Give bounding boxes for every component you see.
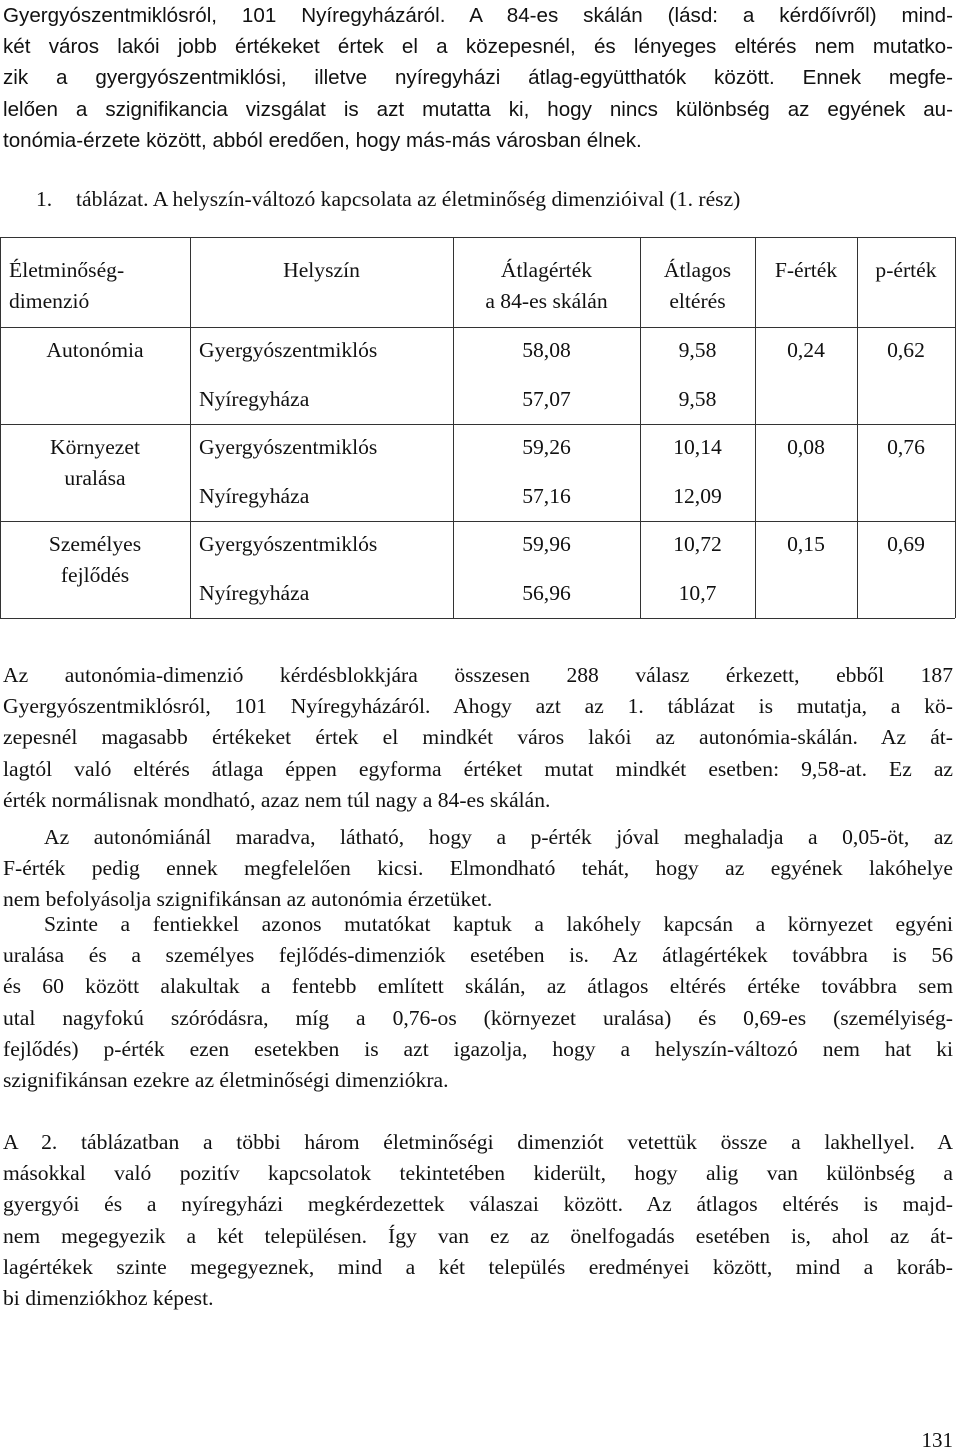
header-sd: eltérés	[669, 289, 726, 313]
location-cell: Nyíregyháza	[199, 483, 310, 508]
f-value-cell: 0,24	[787, 338, 825, 362]
header-location: Helyszín	[283, 258, 360, 282]
dimension-label: Környezet	[50, 435, 140, 459]
table-caption-number: 1.	[36, 187, 53, 211]
header-p-value: p-érték	[875, 258, 937, 282]
mean-cell: 57,16	[522, 483, 571, 508]
header-sd: Átlagos	[663, 258, 732, 282]
table-caption-text: táblázat. A helyszín-változó kapcsolata az életminőség dimenzióival (1. rész)	[76, 187, 741, 211]
f-value-cell: 0,15	[787, 532, 825, 556]
paragraph-line: gyergyói és a nyíregyházi megkérdezettek válaszai között. Az átlagos eltérés is majd-	[3, 1192, 953, 1217]
dimension-label: Autonómia	[46, 338, 144, 362]
intro-paragraph	[3, 0, 953, 156]
paragraph	[3, 822, 953, 916]
p-value-cell: 0,76	[887, 435, 925, 459]
paragraph-line: bi dimenziókhoz képest.	[3, 1285, 214, 1310]
paragraph-line: utal nagyfokú szóródásra, míg a 0,76-os (környezet uralása) és 0,69-es (személyiség-	[3, 1005, 953, 1030]
mean-cell: 58,08	[522, 338, 571, 362]
paragraph-line: másokkal való pozitív kapcsolatok tekintetében kiderült, hogy alig van különbség a	[3, 1161, 953, 1186]
location-cell: Nyíregyháza	[199, 580, 310, 605]
table-border	[0, 327, 955, 328]
table-border	[857, 237, 858, 618]
header-f-value: F-érték	[774, 258, 838, 282]
header-mean: a 84-es skálán	[485, 289, 608, 313]
paragraph-line: szignifikánsan ezekre az életminőségi dimenziókra.	[3, 1067, 449, 1092]
sd-cell: 9,58	[678, 338, 717, 362]
intro-line: Gyergyószentmiklósról, 101 Nyíregyházáról. A 84-es skálán (lásd: a kérdőívről) mind-	[3, 4, 953, 27]
header-dimension: Életminőség-	[9, 258, 125, 282]
intro-line: lelően a szignifikancia vizsgálat is azt mutatta ki, hogy nincs különbség az egyének au-	[3, 97, 953, 121]
table-border	[0, 424, 955, 425]
intro-line: zik a gyergyószentmiklósi, illetve nyíregyházi átlag-együtthatók között. Ennek megfe-	[3, 66, 953, 90]
sd-cell: 10,7	[678, 580, 717, 605]
sd-cell: 10,14	[673, 435, 722, 459]
table-border	[190, 237, 191, 618]
intro-line: két város lakói jobb értékeket értek el a közepesnél, és lényeges eltérés nem mutatko-	[3, 35, 953, 59]
mean-cell: 59,96	[522, 532, 571, 556]
sd-cell: 12,09	[673, 483, 722, 508]
sd-cell: 9,58	[678, 386, 717, 411]
location-cell: Nyíregyháza	[199, 386, 310, 411]
header-mean: Átlagérték	[500, 258, 593, 282]
dimension-label: fejlődés	[60, 563, 130, 587]
paragraph-line: A 2. táblázatban a többi három életminőségi dimenziót vetettük össze a lakhellyel. A	[3, 1130, 953, 1154]
p-value-cell: 0,62	[887, 338, 925, 362]
location-cell: Gyergyószentmiklós	[199, 532, 378, 556]
paragraph	[3, 909, 953, 1096]
paragraph-line: Az autonómiánál maradva, látható, hogy a p-érték jóval meghaladja a 0,05-öt, az	[44, 825, 953, 849]
mean-cell: 57,07	[522, 386, 571, 411]
page-number: 131	[921, 1428, 953, 1452]
paragraph-line: zepesnél magasabb értékeket értek el mindkét város lakói az autonómia-skálán. Az át-	[3, 725, 953, 750]
mean-cell: 59,26	[522, 435, 571, 459]
location-cell: Gyergyószentmiklós	[199, 435, 378, 459]
mean-cell: 56,96	[522, 580, 571, 605]
location-cell: Gyergyószentmiklós	[199, 338, 378, 362]
paragraph	[3, 660, 953, 816]
paragraph-line: fejlődés) p-érték ezen esetekben is azt igazolja, hogy a helyszín-változó nem hat ki	[3, 1036, 953, 1061]
table-border	[0, 521, 955, 522]
paragraph-line: és 60 között alakultak a fentebb említett skálán, az átlagos eltérés értéke továbbra sem	[3, 974, 953, 999]
paragraph-line: Az autonómia-dimenzió kérdésblokkjára összesen 288 válasz érkezett, ebből 187	[3, 663, 953, 687]
p-value-cell: 0,69	[887, 532, 925, 556]
table-border	[955, 237, 956, 618]
table-border	[0, 618, 955, 619]
table-border	[755, 237, 756, 618]
paragraph	[3, 1127, 953, 1314]
paragraph-line: uralása és a személyes fejlődés-dimenziók esetében is. Az átlagértékek továbbra is 56	[3, 943, 953, 968]
paragraph-line: lagtól való eltérés átlaga éppen egyforma értéket mutat mindkét esetben: 9,58-at. Ez az	[3, 756, 953, 781]
paragraph-line: Szinte a fentiekkel azonos mutatókat kaptuk a lakóhely kapcsán a környezet egyéni	[44, 912, 953, 936]
dimension-label: Személyes	[48, 532, 142, 556]
paragraph-line: nem megegyezik a két településen. Így van ez az önelfogadás esetében is, ahol az át-	[3, 1223, 953, 1248]
table-border	[0, 237, 955, 238]
table-caption	[36, 184, 740, 215]
f-value-cell: 0,08	[787, 435, 825, 459]
dimension-label: uralása	[64, 466, 126, 490]
paragraph-line: lagértékek szinte megegyeznek, mind a két település eredményei között, mind a koráb-	[3, 1254, 953, 1279]
paragraph-line: nem befolyásolja szignifikánsan az autonómia érzetüket.	[3, 887, 493, 912]
header-dimension: dimenzió	[9, 289, 90, 313]
sd-cell: 10,72	[673, 532, 722, 556]
paragraph-line: Gyergyószentmiklósról, 101 Nyíregyházáról. Ahogy azt az 1. táblázat is mutatja, a kö-	[3, 694, 953, 719]
paragraph-line: érték normálisnak mondható, azaz nem túl nagy a 84-es skálán.	[3, 787, 551, 812]
paragraph-line: F-érték pedig ennek megfelelően kicsi. Elmondható tehát, hogy az egyének lakóhelye	[3, 856, 953, 881]
intro-line: tonómia-érzete között, abból eredően, hogy más-más városban élnek.	[3, 128, 642, 152]
